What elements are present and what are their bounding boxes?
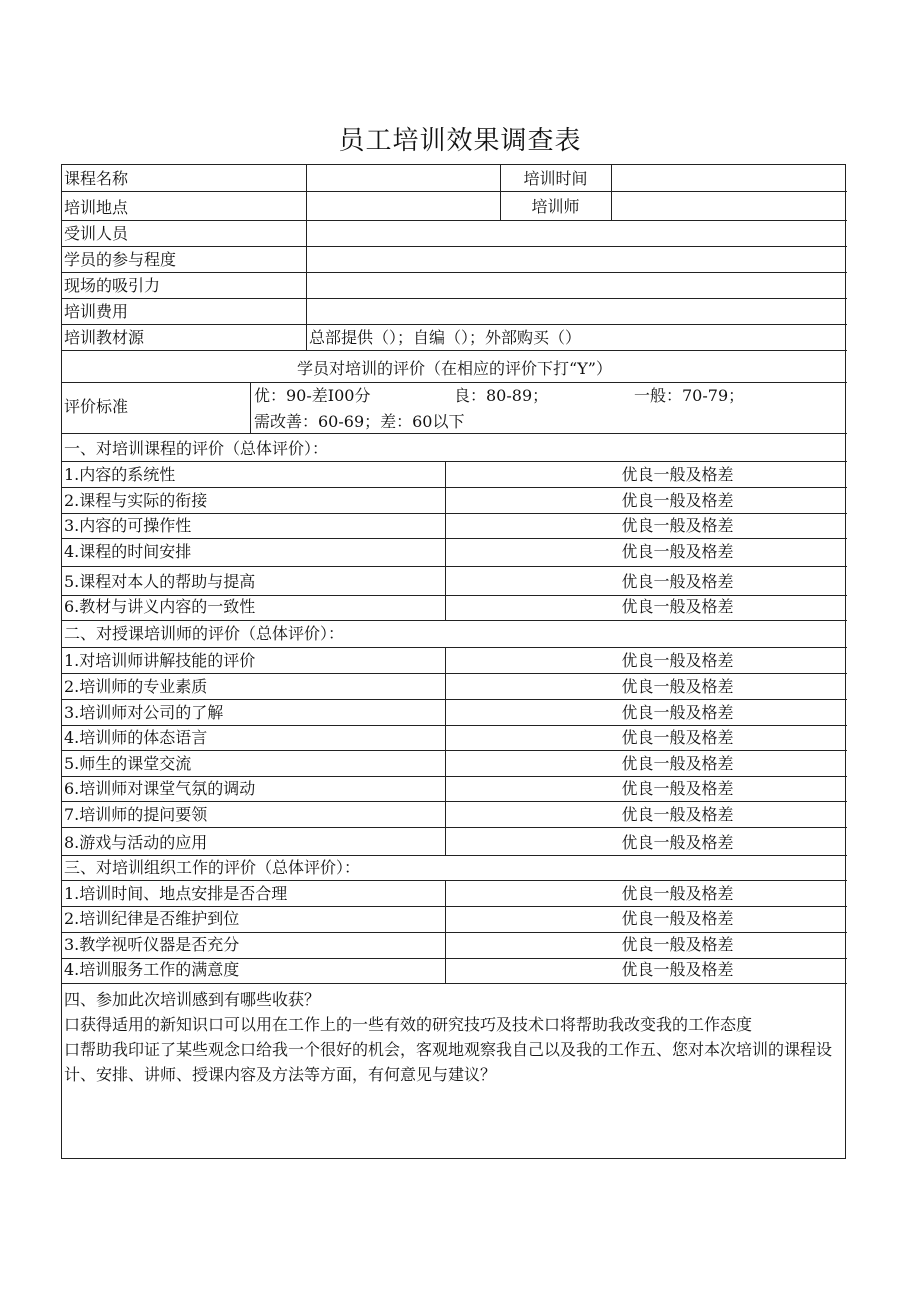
section2-item-label: 8.游戏与活动的应用 xyxy=(64,833,208,852)
section4-line2: 口帮助我印证了某些观念口给我一个很好的机会，客观地观察我自己以及我的工作五、您对本次培训的课程设计、安排、讲师、授课内容及方法等方面，有何意见与建议？ xyxy=(64,1040,833,1084)
row-divider xyxy=(62,382,847,383)
section3-item-label: 2.培训纪律是否维护到位 xyxy=(64,909,240,928)
section4-block[interactable] xyxy=(64,987,844,1087)
section2-item-rating[interactable]: 优良一般及格差 xyxy=(621,805,734,824)
location-field[interactable] xyxy=(306,191,500,220)
section2-item-label: 2.培训师的专业素质 xyxy=(64,677,208,696)
row-divider xyxy=(62,983,847,984)
cost-field[interactable] xyxy=(306,298,847,324)
row-divider xyxy=(62,324,847,325)
row-divider xyxy=(62,595,847,596)
section2-title: 二、对授课培训师的评价（总体评价）： xyxy=(64,624,345,643)
column-divider xyxy=(445,461,446,620)
row-divider xyxy=(62,620,847,621)
section4-title: 四、参加此次培训感到有哪些收获？ xyxy=(64,990,321,1009)
section3-title: 三、对培训组织工作的评价（总体评价）： xyxy=(64,858,361,877)
attraction-field[interactable] xyxy=(306,272,847,298)
trainer-label: 培训师 xyxy=(531,197,580,216)
survey-form xyxy=(61,164,846,1159)
column-divider xyxy=(250,382,251,433)
cost-label: 培训费用 xyxy=(64,302,129,321)
participation-label: 学员的参与程度 xyxy=(64,250,177,269)
material-source-options[interactable]: 总部提供（）；自编（）；外部购买（） xyxy=(309,328,582,347)
section2-item-label: 7.培训师的提问要领 xyxy=(64,805,208,824)
section1-item-label: 3.内容的可操作性 xyxy=(64,516,192,535)
section2-item-rating[interactable]: 优良一般及格差 xyxy=(621,728,734,747)
row-divider xyxy=(62,725,847,726)
section4-line1: 口获得适用的新知识口可以用在工作上的一些有效的研究技巧及技术口将帮助我改变我的工作态度 xyxy=(64,1015,753,1034)
section2-item-rating[interactable]: 优良一般及格差 xyxy=(621,833,734,852)
row-divider xyxy=(62,750,847,751)
section1-item-label: 1.内容的系统性 xyxy=(64,465,176,484)
row-divider xyxy=(62,487,847,488)
row-divider xyxy=(62,880,847,881)
section2-item-rating[interactable]: 优良一般及格差 xyxy=(621,677,734,696)
row-divider xyxy=(62,855,847,856)
material-source-label: 培训教材源 xyxy=(64,328,145,347)
section2-item-rating[interactable]: 优良一般及格差 xyxy=(621,703,734,722)
row-divider xyxy=(62,801,847,802)
section3-item-label: 4.培训服务工作的满意度 xyxy=(64,960,240,979)
section3-item-label: 3.教学视听仪器是否充分 xyxy=(64,935,240,954)
column-divider xyxy=(445,647,446,855)
location-label: 培训地点 xyxy=(64,198,129,217)
section3-item-rating[interactable]: 优良一般及格差 xyxy=(621,909,734,928)
section1-item-label: 2.课程与实际的衔接 xyxy=(64,491,208,510)
row-divider xyxy=(62,932,847,933)
section3-item-rating[interactable]: 优良一般及格差 xyxy=(621,884,734,903)
page-title: 员工培训效果调查表 xyxy=(338,126,582,156)
evaluation-header: 学员对培训的评价（在相应的评价下打“Y”） xyxy=(297,359,612,378)
section2-item-label: 4.培训师的体态语言 xyxy=(64,728,208,747)
section2-item-rating[interactable]: 优良一般及格差 xyxy=(621,779,734,798)
trainees-label: 受训人员 xyxy=(64,224,129,243)
section1-item-rating[interactable]: 优良一般及格差 xyxy=(621,542,734,561)
standard-label: 评价标准 xyxy=(64,397,129,416)
section2-item-rating[interactable]: 优良一般及格差 xyxy=(621,754,734,773)
row-divider xyxy=(62,433,847,434)
row-divider xyxy=(62,776,847,777)
row-divider xyxy=(62,513,847,514)
training-time-field[interactable] xyxy=(611,165,847,191)
section3-item-rating[interactable]: 优良一般及格差 xyxy=(621,960,734,979)
row-divider xyxy=(62,906,847,907)
course-name-label: 课程名称 xyxy=(64,169,129,188)
row-divider xyxy=(62,827,847,828)
row-divider xyxy=(62,350,847,351)
section1-item-rating[interactable]: 优良一般及格差 xyxy=(621,572,734,591)
section2-item-label: 5.师生的课堂交流 xyxy=(64,754,192,773)
standard-line1-c: 一般：70-79； xyxy=(634,386,745,405)
row-divider xyxy=(62,673,847,674)
section1-item-label: 4.课程的时间安排 xyxy=(64,542,192,561)
section2-item-label: 6.培训师对课堂气氛的调动 xyxy=(64,779,256,798)
section1-item-label: 5.课程对本人的帮助与提高 xyxy=(64,572,256,591)
section2-item-label: 3.培训师对公司的了解 xyxy=(64,703,224,722)
section2-item-label: 1.对培训师讲解技能的评价 xyxy=(64,651,256,670)
section1-item-rating[interactable]: 优良一般及格差 xyxy=(621,597,734,616)
standard-line1-a: 优：90-差I00分 xyxy=(254,386,371,405)
row-divider xyxy=(62,647,847,648)
row-divider xyxy=(62,461,847,462)
trainer-field[interactable] xyxy=(611,191,847,220)
participation-field[interactable] xyxy=(306,246,847,272)
attraction-label: 现场的吸引力 xyxy=(64,276,161,295)
course-name-field[interactable] xyxy=(306,165,500,191)
row-divider xyxy=(62,538,847,539)
section1-item-rating[interactable]: 优良一般及格差 xyxy=(621,516,734,535)
row-divider xyxy=(62,958,847,959)
standard-line2: 需改善：60-69；差：60以下 xyxy=(254,412,465,431)
section1-item-rating[interactable]: 优良一般及格差 xyxy=(621,465,734,484)
standard-line1-b: 良：80-89； xyxy=(454,386,549,405)
section1-item-label: 6.教材与讲义内容的一致性 xyxy=(64,597,256,616)
row-divider xyxy=(62,566,847,567)
section3-item-label: 1.培训时间、地点安排是否合理 xyxy=(64,884,288,903)
section1-title: 一、对培训课程的评价（总体评价）： xyxy=(64,439,329,458)
section2-item-rating[interactable]: 优良一般及格差 xyxy=(621,651,734,670)
row-divider xyxy=(62,699,847,700)
training-time-label: 培训时间 xyxy=(523,169,588,188)
section1-item-rating[interactable]: 优良一般及格差 xyxy=(621,491,734,510)
section3-item-rating[interactable]: 优良一般及格差 xyxy=(621,935,734,954)
trainees-field[interactable] xyxy=(306,220,847,246)
